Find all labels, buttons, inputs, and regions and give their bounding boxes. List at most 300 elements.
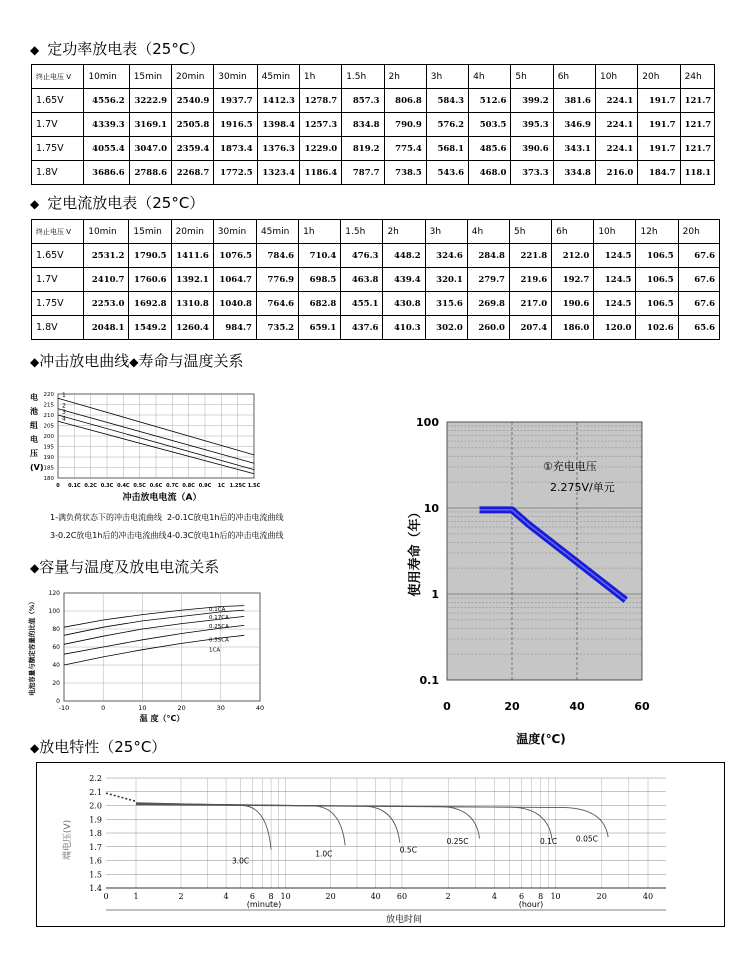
cc-table-cell: 221.8 — [509, 244, 551, 268]
discharge-x-tick-minute: 4 — [223, 892, 229, 901]
cc-table-cell: 269.8 — [467, 292, 509, 316]
discharge-x-tick-hour: 6 — [518, 892, 525, 901]
impact-x-tick: 0.1C — [68, 483, 81, 489]
capacity-curve-label: 0.17CA — [209, 615, 229, 622]
cc-table-cell: 2253.0 — [84, 292, 129, 316]
capacity-curve — [64, 610, 244, 635]
cp-table-header-cell: 15min — [129, 65, 171, 89]
capacity-x-tick: 0 — [101, 704, 106, 712]
discharge-y-tick: 1.4 — [89, 884, 102, 893]
cp-title-text: 定功率放电表（25°C） — [47, 40, 205, 58]
cp-table-cell: 1916.5 — [214, 113, 257, 137]
impact-y-tick: 215 — [43, 402, 54, 409]
cp-table-cell: 568.1 — [426, 137, 468, 161]
discharge-x-tick-minute: 60 — [396, 892, 408, 901]
impact-y-label-char: 池 — [30, 407, 38, 416]
impact-x-tick: 1C — [217, 483, 225, 489]
cp-table-cell: 4556.2 — [84, 89, 129, 113]
cp-table-cell: 346.9 — [553, 113, 595, 137]
cc-table-cell: 1549.2 — [129, 316, 171, 340]
cc-table-cell: 659.1 — [299, 316, 341, 340]
cp-section-title — [30, 38, 204, 59]
discharge-curve-label: 1.0C — [315, 849, 333, 859]
cp-table-header-cell: 终止电压 V — [32, 65, 84, 89]
cc-table-header-cell: 5h — [509, 220, 551, 244]
cc-table-cell: 1310.8 — [171, 292, 213, 316]
discharge-x-axis-label: 放电时间 — [385, 915, 423, 925]
cc-table-cell: 682.8 — [299, 292, 341, 316]
cc-table-cell: 455.1 — [341, 292, 383, 316]
cp-table-cell: 121.7 — [680, 137, 714, 161]
cc-table-cell: 106.5 — [636, 292, 678, 316]
cc-table-header-cell: 15min — [129, 220, 171, 244]
impact-curve-label: 4 — [62, 415, 66, 423]
cc-table-cell: 120.0 — [594, 316, 636, 340]
impact-life-section-title — [30, 350, 244, 371]
cc-table-cell: 124.5 — [594, 244, 636, 268]
cp-table-cell: 819.2 — [342, 137, 384, 161]
cc-table-cell: 764.6 — [256, 292, 298, 316]
life-x-tick: 0 — [443, 700, 451, 713]
discharge-x-tick-minute: 40 — [370, 892, 381, 901]
impact-curve-label: 1 — [62, 392, 66, 400]
discharge-x-tick-hour: 8 — [538, 892, 544, 901]
capacity-y-tick: 0 — [56, 698, 60, 705]
capacity-curve-label: 0.25CA — [209, 624, 229, 631]
impact-x-axis-label: 冲击放电电流（A） — [122, 493, 202, 503]
discharge-x-tick-hour: 2 — [445, 892, 451, 901]
discharge-x-tick-hour: 10 — [550, 892, 561, 901]
cp-table-cell: 1323.4 — [257, 161, 299, 185]
impact-legend-3: 3-0.2C放电1h后的冲击电流曲线 — [50, 531, 167, 540]
capacity-y-tick: 40 — [52, 662, 60, 669]
discharge-unit-minute: (minute) — [246, 900, 282, 909]
cc-table-cell: 302.0 — [425, 316, 467, 340]
diamond-bullet-icon: ◆ — [30, 197, 40, 211]
cc-table-cell: 124.5 — [594, 292, 636, 316]
cc-table-cell: 219.6 — [509, 268, 551, 292]
cc-table-cell: 476.3 — [341, 244, 383, 268]
cp-table-header-cell: 10h — [595, 65, 637, 89]
capacity-x-axis-label: 温 度（°C） — [139, 714, 185, 723]
cp-table-cell: 343.1 — [553, 137, 595, 161]
cp-table-cell: 1398.4 — [257, 113, 299, 137]
cp-table-cell: 512.6 — [469, 89, 511, 113]
cp-table-row — [32, 161, 715, 185]
capacity-y-tick: 100 — [48, 608, 60, 615]
cp-table-cell: 834.8 — [342, 113, 384, 137]
capacity-x-tick: 20 — [177, 704, 186, 712]
cp-table-cell: 787.7 — [342, 161, 384, 185]
cc-table-cell: 2048.1 — [84, 316, 129, 340]
impact-y-tick: 195 — [43, 444, 54, 451]
capacity-x-tick: -10 — [58, 704, 70, 712]
cp-table-header-cell: 1h — [299, 65, 341, 89]
cp-table-cell: 4055.4 — [84, 137, 129, 161]
cp-table-header-cell: 2h — [384, 65, 426, 89]
cp-table-cell: 373.3 — [511, 161, 553, 185]
cc-table-header-cell: 4h — [467, 220, 509, 244]
cp-table-cell: 4339.3 — [84, 113, 129, 137]
impact-x-tick: 0.7C — [166, 483, 179, 489]
cp-table-cell: 3222.9 — [129, 89, 171, 113]
discharge-curve-label: 0.1C — [539, 837, 558, 846]
capacity-y-tick: 120 — [48, 590, 60, 597]
cc-table-row — [32, 244, 720, 268]
cc-table-cell: 784.6 — [256, 244, 298, 268]
cc-table-row-label: 1.65V — [32, 244, 84, 268]
cc-table-cell: 710.4 — [299, 244, 341, 268]
cc-table-cell: 212.0 — [552, 244, 594, 268]
discharge-x-tick-hour: 20 — [596, 892, 607, 901]
cp-table-cell: 191.7 — [638, 89, 680, 113]
discharge-frame — [37, 763, 725, 927]
cp-table-cell: 224.1 — [595, 137, 637, 161]
impact-curve-label: 2 — [62, 402, 66, 410]
life-title-text: 寿命与温度关系 — [138, 352, 244, 370]
cc-table-cell: 106.5 — [636, 244, 678, 268]
cp-table-cell: 1278.7 — [299, 89, 341, 113]
diamond-bullet-icon: ◆ — [30, 741, 40, 755]
cp-table-header-cell: 10min — [84, 65, 129, 89]
diamond-bullet-icon: ◆ — [129, 355, 139, 369]
cp-table-cell: 381.6 — [553, 89, 595, 113]
cp-table-cell: 1412.3 — [257, 89, 299, 113]
capacity-x-tick: 30 — [216, 704, 225, 712]
cc-table-cell: 1040.8 — [213, 292, 256, 316]
capacity-curve-label: 0.1CA — [209, 607, 226, 613]
cc-table-row — [32, 268, 720, 292]
cp-table-cell: 1937.7 — [214, 89, 257, 113]
cc-table-header-cell: 45min — [256, 220, 298, 244]
cp-table-cell: 390.6 — [511, 137, 553, 161]
cp-table-row — [32, 113, 715, 137]
cp-table-cell: 738.5 — [384, 161, 426, 185]
cc-table-header-cell: 2h — [383, 220, 425, 244]
cp-table-row-label: 1.65V — [32, 89, 84, 113]
cp-table-cell: 3686.6 — [84, 161, 129, 185]
cp-table-cell: 121.7 — [680, 89, 714, 113]
cc-table-cell: 984.7 — [213, 316, 256, 340]
discharge-x-tick-hour: 4 — [491, 892, 497, 901]
cc-table-cell: 260.0 — [467, 316, 509, 340]
discharge-curve-label: 0.5C — [399, 845, 417, 855]
cp-table-row — [32, 137, 715, 161]
cc-table-cell: 439.4 — [383, 268, 425, 292]
cc-table-cell: 217.0 — [509, 292, 551, 316]
cp-table-cell: 2788.6 — [129, 161, 171, 185]
cp-table-cell: 191.7 — [638, 113, 680, 137]
cp-table-header-cell: 3h — [426, 65, 468, 89]
discharge-curve-label: 0.25C — [446, 837, 469, 846]
impact-y-tick: 220 — [43, 392, 54, 398]
discharge-y-tick: 2.2 — [89, 774, 102, 783]
cp-table-header-cell: 20min — [172, 65, 214, 89]
cc-table-cell: 410.3 — [383, 316, 425, 340]
cc-table-cell: 124.5 — [594, 268, 636, 292]
cc-table-cell: 698.5 — [299, 268, 341, 292]
cc-table-cell: 279.7 — [467, 268, 509, 292]
cp-table-row-label: 1.7V — [32, 113, 84, 137]
cc-table-cell: 106.5 — [636, 268, 678, 292]
cp-table-cell: 857.3 — [342, 89, 384, 113]
cc-table-cell: 284.8 — [467, 244, 509, 268]
impact-x-tick: 1.25C — [229, 483, 246, 489]
cc-table-cell: 1076.5 — [213, 244, 256, 268]
cc-table-cell: 320.1 — [425, 268, 467, 292]
cp-table-cell: 184.7 — [638, 161, 680, 185]
cc-table-header-cell: 10h — [594, 220, 636, 244]
discharge-x-tick-minute: 8 — [268, 892, 274, 901]
cc-table-row — [32, 292, 720, 316]
cp-table-cell: 503.5 — [469, 113, 511, 137]
capacity-curve-label: 1CA — [209, 647, 221, 654]
life-x-tick: 20 — [504, 700, 520, 713]
cc-table-cell: 65.6 — [678, 316, 719, 340]
discharge-x-tick-minute: 20 — [325, 892, 336, 901]
discharge-title-text: 放电特性（25°C） — [39, 738, 167, 756]
life-y-axis-label: 使用寿命（年） — [408, 505, 423, 597]
cc-table-cell: 186.0 — [552, 316, 594, 340]
impact-y-tick: 190 — [43, 455, 54, 461]
capacity-title-text: 容量与温度及放电电流关系 — [39, 558, 220, 576]
cp-table-cell: 3169.1 — [129, 113, 171, 137]
diamond-bullet-icon: ◆ — [30, 355, 40, 369]
discharge-y-tick: 1.7 — [89, 842, 102, 852]
impact-x-tick: 1.5C — [247, 483, 261, 489]
cc-table-header-row — [32, 220, 720, 244]
cp-table-row-label: 1.8V — [32, 161, 84, 185]
cp-table-header-cell: 5h — [511, 65, 553, 89]
cp-table-header-cell: 30min — [214, 65, 257, 89]
life-x-tick: 60 — [634, 700, 650, 713]
cc-table-cell: 1064.7 — [213, 268, 256, 292]
cp-table-cell: 543.6 — [426, 161, 468, 185]
capacity-x-tick: 40 — [255, 704, 265, 712]
discharge-y-axis-label: 端电压(V) — [63, 819, 73, 861]
impact-y-label-char: (V) — [30, 463, 44, 472]
cc-table-cell: 2410.7 — [84, 268, 129, 292]
cp-table-cell: 790.9 — [384, 113, 426, 137]
diamond-bullet-icon: ◆ — [30, 561, 40, 575]
discharge-curve-label: 0.05C — [575, 834, 598, 844]
cc-title-text: 定电流放电表（25°C） — [47, 194, 205, 212]
impact-x-tick: 0.3C — [100, 483, 114, 489]
cp-table-cell: 118.1 — [680, 161, 714, 185]
impact-y-tick: 210 — [43, 413, 54, 419]
impact-legend-1: 1-满负荷状态下的冲击电流曲线 — [50, 513, 162, 522]
cc-table-cell: 463.8 — [341, 268, 383, 292]
cc-table-row — [32, 316, 720, 340]
cp-table-row-label: 1.75V — [32, 137, 84, 161]
impact-title-text: 冲击放电曲线 — [39, 352, 130, 370]
cc-table-header-cell: 3h — [425, 220, 467, 244]
impact-x-tick: 0.9C — [198, 483, 212, 489]
impact-x-tick: 0.4C — [117, 483, 130, 489]
cp-table-cell: 2359.4 — [172, 137, 214, 161]
cp-table-cell: 576.2 — [426, 113, 468, 137]
cp-table-header-cell: 24h — [680, 65, 714, 89]
discharge-curve-label: 3.0C — [231, 856, 250, 866]
cp-table-header-cell: 6h — [553, 65, 595, 89]
cc-table-cell: 1260.4 — [171, 316, 213, 340]
cc-table-cell: 102.6 — [636, 316, 678, 340]
discharge-section-title — [30, 736, 166, 757]
cp-table-cell: 806.8 — [384, 89, 426, 113]
discharge-y-tick: 1.9 — [89, 815, 102, 825]
cc-table-header-cell: 20min — [171, 220, 213, 244]
cp-table-cell: 216.0 — [595, 161, 637, 185]
cp-table-row — [32, 89, 715, 113]
life-y-tick: 0.1 — [419, 674, 439, 687]
cc-table-cell: 67.6 — [678, 292, 719, 316]
cc-table-cell: 735.2 — [256, 316, 298, 340]
cc-table-cell: 430.8 — [383, 292, 425, 316]
impact-y-tick: 200 — [43, 434, 54, 440]
life-x-axis-label: 温度(℃) — [516, 732, 566, 746]
cp-table-cell: 1229.0 — [299, 137, 341, 161]
cp-table-header-cell: 45min — [257, 65, 299, 89]
cc-table-cell: 324.6 — [425, 244, 467, 268]
capacity-section-title — [30, 556, 219, 577]
discharge-y-tick: 1.5 — [89, 870, 102, 880]
cp-table-cell: 468.0 — [469, 161, 511, 185]
cc-table-header-cell: 1h — [299, 220, 341, 244]
discharge-x-tick-minute: 6 — [249, 892, 255, 901]
cc-table-header-cell: 10min — [84, 220, 129, 244]
cc-table-header-cell: 终止电压 V — [32, 220, 84, 244]
life-annotation-voltage: ①充电电压 — [543, 460, 597, 473]
capacity-y-tick: 20 — [52, 680, 60, 687]
cc-table-cell: 448.2 — [383, 244, 425, 268]
cp-table-cell: 1376.3 — [257, 137, 299, 161]
cc-table-cell: 1692.8 — [129, 292, 171, 316]
cc-table-cell: 192.7 — [552, 268, 594, 292]
cc-table-cell: 67.6 — [678, 268, 719, 292]
cc-table-row-label: 1.75V — [32, 292, 84, 316]
impact-x-tick: 0.2C — [84, 483, 97, 489]
impact-x-tick: 0.6C — [149, 483, 163, 489]
impact-y-tick: 205 — [43, 423, 54, 430]
cc-table-header-cell: 20h — [678, 220, 719, 244]
cp-table-cell: 1772.5 — [214, 161, 257, 185]
capacity-temperature-chart — [22, 585, 272, 725]
constant-power-table — [31, 64, 715, 185]
constant-current-table — [31, 219, 720, 340]
cp-table-cell: 3047.0 — [129, 137, 171, 161]
cc-table-cell: 1411.6 — [171, 244, 213, 268]
discharge-y-tick: 1.8 — [89, 829, 102, 838]
cp-table-cell: 224.1 — [595, 113, 637, 137]
cp-table-cell: 1873.4 — [214, 137, 257, 161]
cc-table-cell: 437.6 — [341, 316, 383, 340]
cc-table-cell: 1790.5 — [129, 244, 171, 268]
cp-table-cell: 191.7 — [638, 137, 680, 161]
capacity-curve-label: 0.55CA — [209, 637, 229, 644]
cc-section-title — [30, 192, 204, 213]
impact-legend-4: 4-0.3C放电1h后的冲击电流曲线 — [167, 531, 284, 540]
cc-table-cell: 1392.1 — [171, 268, 213, 292]
cc-table-cell: 776.9 — [256, 268, 298, 292]
impact-x-tick: 0.8C — [182, 483, 195, 489]
cc-table-row-label: 1.7V — [32, 268, 84, 292]
cp-table-cell: 485.6 — [469, 137, 511, 161]
cc-table-cell: 67.6 — [678, 244, 719, 268]
impact-y-tick: 185 — [43, 465, 54, 472]
cc-table-cell: 1760.6 — [129, 268, 171, 292]
capacity-y-tick: 80 — [52, 626, 60, 633]
life-temperature-chart — [405, 405, 675, 750]
cc-table-cell: 2531.2 — [84, 244, 129, 268]
cp-table-cell: 399.2 — [511, 89, 553, 113]
cc-table-header-cell: 1.5h — [341, 220, 383, 244]
cp-table-header-cell: 1.5h — [342, 65, 384, 89]
discharge-y-tick: 2.1 — [89, 787, 102, 797]
cc-table-header-cell: 6h — [552, 220, 594, 244]
capacity-x-tick: 10 — [138, 704, 147, 712]
cp-table-cell: 775.4 — [384, 137, 426, 161]
impact-y-tick: 180 — [43, 476, 54, 482]
cp-table-header-cell: 20h — [638, 65, 680, 89]
impact-x-tick: 0 — [56, 483, 60, 489]
capacity-y-tick: 60 — [52, 644, 60, 651]
cc-table-header-cell: 30min — [213, 220, 256, 244]
cc-table-cell: 315.6 — [425, 292, 467, 316]
discharge-y-tick: 1.6 — [89, 856, 102, 866]
cp-table-cell: 224.1 — [595, 89, 637, 113]
life-y-tick: 100 — [416, 416, 439, 429]
discharge-x-tick-hour: 40 — [642, 892, 654, 901]
impact-y-label-char: 电 — [30, 435, 38, 444]
impact-x-tick: 0.5C — [133, 483, 146, 489]
cp-table-cell: 584.3 — [426, 89, 468, 113]
cc-table-row-label: 1.8V — [32, 316, 84, 340]
cc-table-cell: 207.4 — [509, 316, 551, 340]
impact-curve-label: 3 — [62, 409, 66, 416]
discharge-x-tick-minute: 0 — [103, 892, 109, 901]
cp-table-cell: 395.3 — [511, 113, 553, 137]
life-x-tick: 40 — [569, 700, 585, 713]
cp-table-cell: 334.8 — [553, 161, 595, 185]
cp-table-header-cell: 4h — [469, 65, 511, 89]
cp-table-cell: 121.7 — [680, 113, 714, 137]
cp-table-header-row — [32, 65, 715, 89]
impact-legend-2: 2-0.1C放电1h后的冲击电流曲线 — [167, 513, 284, 522]
diamond-bullet-icon: ◆ — [30, 43, 40, 57]
impact-y-label-char: 电 — [30, 393, 38, 402]
impact-discharge-chart — [22, 380, 284, 545]
discharge-y-tick: 2.0 — [89, 801, 102, 811]
impact-y-label-char: 压 — [30, 449, 38, 458]
discharge-unit-hour: (hour) — [518, 900, 544, 909]
cp-table-cell: 2540.9 — [172, 89, 214, 113]
discharge-x-tick-minute: 2 — [178, 892, 184, 901]
life-y-tick: 1 — [431, 588, 439, 601]
impact-y-label-char: 组 — [30, 421, 38, 430]
cp-table-cell: 2268.7 — [172, 161, 214, 185]
cc-table-cell: 190.6 — [552, 292, 594, 316]
life-y-tick: 10 — [423, 502, 439, 515]
cc-table-header-cell: 12h — [636, 220, 678, 244]
life-annotation-value: 2.275V/单元 — [550, 481, 615, 494]
capacity-y-axis-label: 电池容量与额定容量的比值（%） — [28, 598, 36, 696]
cp-table-cell: 1186.4 — [299, 161, 341, 185]
discharge-x-tick-minute: 1 — [133, 892, 139, 901]
cp-table-cell: 2505.8 — [172, 113, 214, 137]
discharge-x-tick-minute: 10 — [280, 892, 291, 901]
cp-table-cell: 1257.3 — [299, 113, 341, 137]
discharge-characteristic-chart — [36, 762, 726, 928]
